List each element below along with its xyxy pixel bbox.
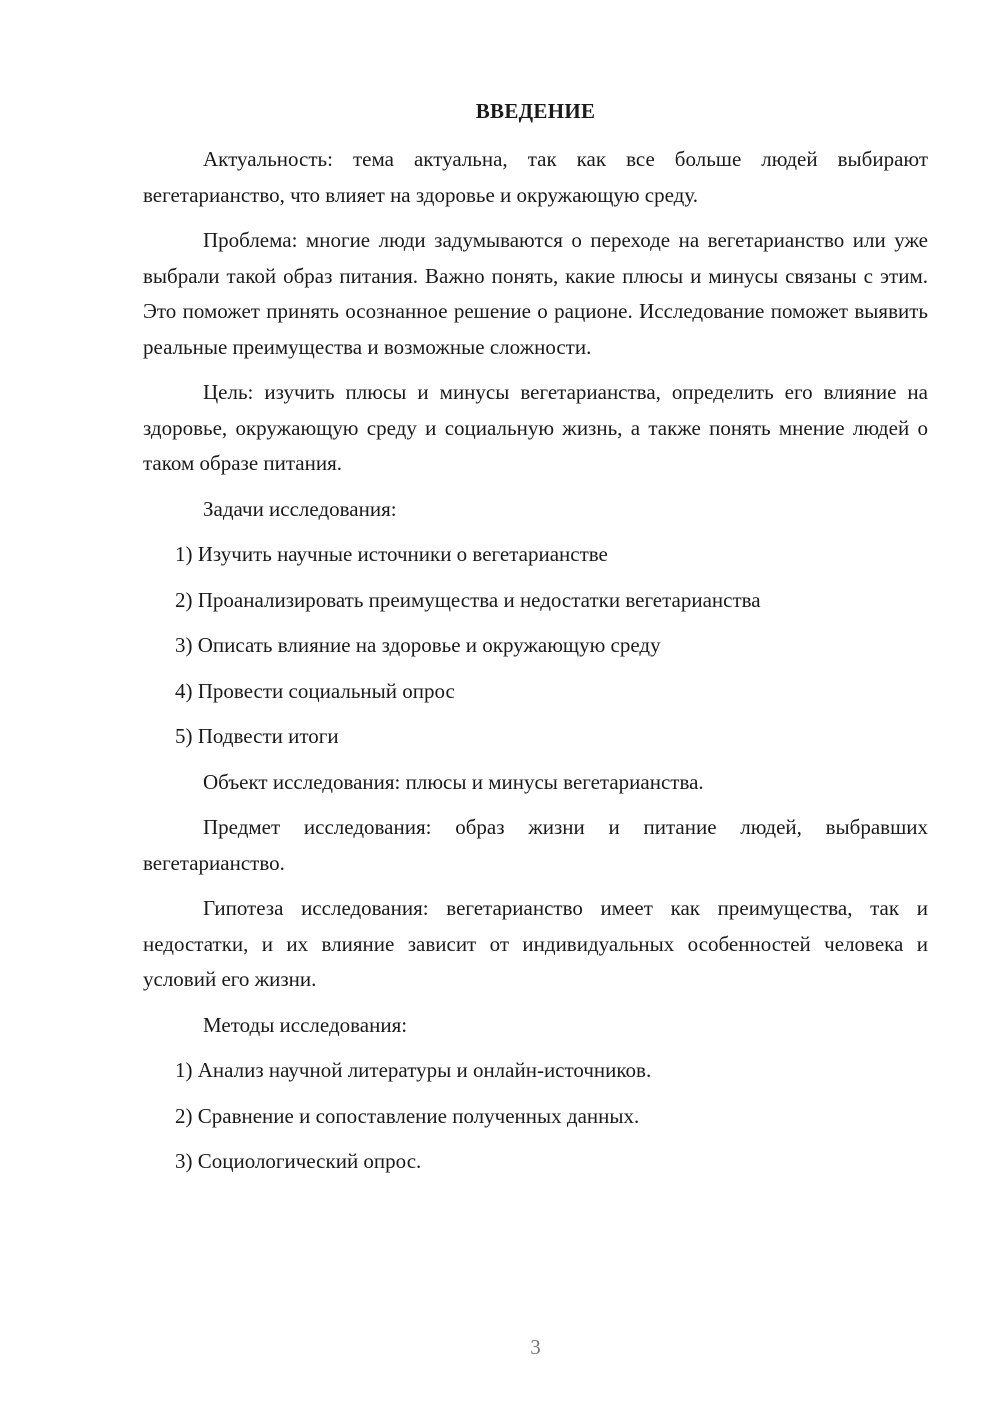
tasks-list (143, 537, 928, 755)
list-item: 5) Подвести итоги (175, 724, 339, 748)
object-paragraph: Объект исследования: плюсы и минусы вегетарианства. (203, 769, 704, 794)
page-number: 3 (530, 1335, 541, 1359)
relevance-paragraph: Актуальность: тема актуальна, так как все больше людей выбирают вегетарианство, что влияет на здоровье и окружающую среду. (143, 147, 928, 207)
list-item: 3) Описать влияние на здоровье и окружающую среду (175, 633, 661, 657)
document-page (143, 0, 928, 1414)
hypothesis-paragraph: Гипотеза исследования: вегетарианство имеет как преимущества, так и недостатки, и их влияние зависит от индивидуальных особенностей человека и условий его жизни. (143, 896, 928, 991)
list-item: 1) Изучить научные источники о вегетарианстве (175, 542, 608, 566)
goal-paragraph: Цель: изучить плюсы и минусы вегетарианства, определить его влияние на здоровье, окружающую среду и социальную жизнь, а также понять мнение людей о таком образе питания. (143, 380, 928, 475)
list-item: 1) Анализ научной литературы и онлайн-источников. (175, 1058, 652, 1082)
list-item: 2) Проанализировать преимущества и недостатки вегетарианства (175, 587, 761, 612)
tasks-heading: Задачи исследования: (203, 496, 397, 521)
section-title: ВВЕДЕНИЕ (475, 99, 596, 123)
list-item: 2) Сравнение и сопоставление полученных данных. (175, 1103, 640, 1128)
methods-heading: Методы исследования: (203, 1012, 408, 1037)
problem-paragraph: Проблема: многие люди задумываются о переходе на вегетарианство или уже выбрали такой образ питания. Важно понять, какие плюсы и минусы связаны с этим. Это поможет принять осознанное решение о рационе. Исследование поможет выявить реальные преимущества и возможные сложности. (143, 228, 928, 359)
methods-list (143, 1053, 928, 1180)
list-item: 3) Социологический опрос. (175, 1149, 422, 1173)
document-body (143, 142, 928, 1190)
list-item: 4) Провести социальный опрос (175, 678, 455, 703)
subject-paragraph: Предмет исследования: образ жизни и питание людей, выбравших вегетарианство. (143, 815, 928, 875)
